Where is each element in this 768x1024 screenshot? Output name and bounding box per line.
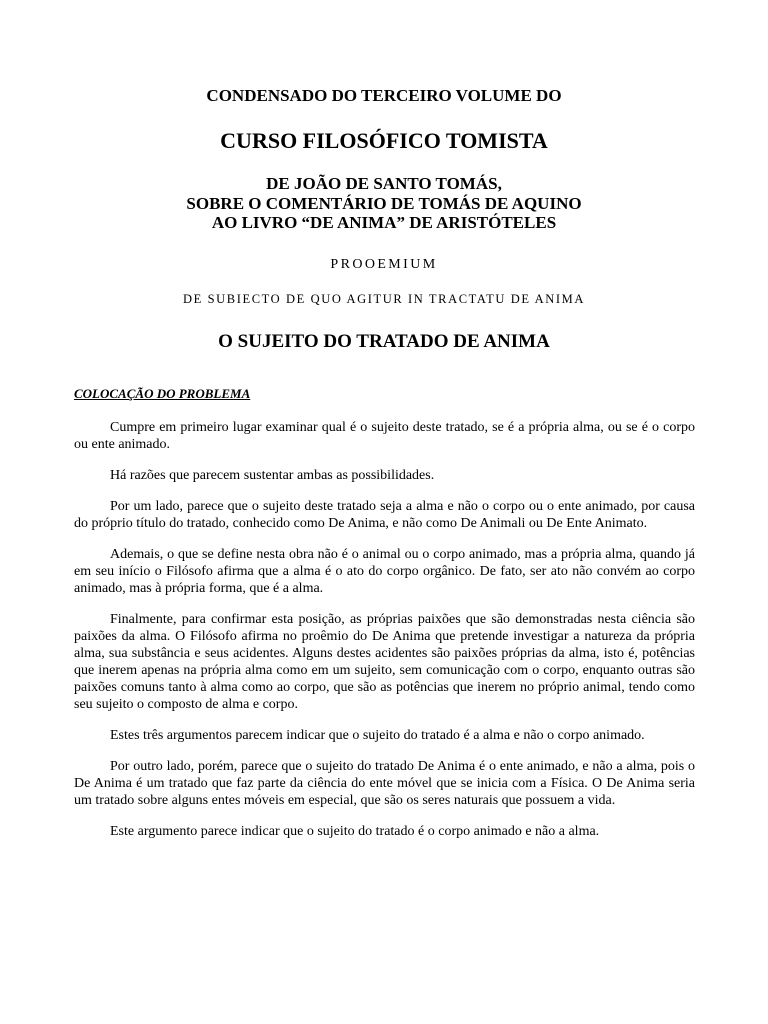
header-line: CONDENSADO DO TERCEIRO VOLUME DO xyxy=(206,86,562,105)
paragraph: Cumpre em primeiro lugar examinar qual é o sujeito deste tratado, se é a própria alma, ou se é o corpo ou ente animado. xyxy=(74,420,695,452)
paragraph: Ademais, o que se define nesta obra não é o animal ou o corpo animado, mas a própria alma, quando já em seu início o Filósofo afirma que a alma é o ato do corpo orgânico. De fato, ser ato não convém ao corpo animado, mas à própria forma, que é a alma. xyxy=(74,547,695,596)
subtitle-block xyxy=(0,174,768,233)
subtitle-line: DE JOÃO DE SANTO TOMÁS, xyxy=(266,174,502,193)
prooemium-heading: PROOEMIUM xyxy=(330,257,438,272)
problem-heading: COLOCAÇÃO DO PROBLEMA xyxy=(74,386,251,401)
paragraph: Finalmente, para confirmar esta posição, as próprias paixões que são demonstradas nesta ciência são paixões da alma. O Filósofo afirma no proêmio do De Anima que pretende investigar a natureza da própria alma, sua substância e seus acidentes. Alguns destes acidentes são paixões próprias da alma, isto é, potências que inerem apenas na própria alma como em um sujeito, sem comunicação com o corpo, enquanto outras são paixões comuns tanto à alma como ao corpo, que são as potências que inerem no próprio animal, tendo como seu sujeito o composto de alma e corpo. xyxy=(74,612,695,712)
paragraph: Há razões que parecem sustentar ambas as possibilidades. xyxy=(110,468,435,483)
subtitle-line: AO LIVRO “DE ANIMA” DE ARISTÓTELES xyxy=(211,213,557,232)
section-title: O SUJEITO DO TRATADO DE ANIMA xyxy=(218,331,550,352)
paragraph: Por um lado, parece que o sujeito deste tratado seja a alma e não o corpo ou o ente animado, por causa do próprio título do tratado, conhecido como De Anima, e não como De Animali ou De Ente Animato. xyxy=(74,499,695,531)
paragraph: Este argumento parece indicar que o sujeito do tratado é o corpo animado e não a alma. xyxy=(110,824,600,839)
paragraph: Por outro lado, porém, parece que o sujeito do tratado De Anima é o ente animado, e não a alma, pois o De Anima é um tratado que faz parte da ciência do ente móvel que se inicia com a Física. O De Anima seria um tratado sobre alguns entes móveis em especial, que são os seres naturais que possuem a vida. xyxy=(74,759,695,808)
body-text xyxy=(74,419,695,854)
paragraph: Estes três argumentos parecem indicar que o sujeito do tratado é a alma e não o corpo animado. xyxy=(110,728,645,743)
latin-subtitle: DE SUBIECTO DE QUO AGITUR IN TRACTATU DE ANIMA xyxy=(183,292,585,306)
document-title: CURSO FILOSÓFICO TOMISTA xyxy=(220,128,548,153)
subtitle-line: SOBRE O COMENTÁRIO DE TOMÁS DE AQUINO xyxy=(186,193,582,213)
